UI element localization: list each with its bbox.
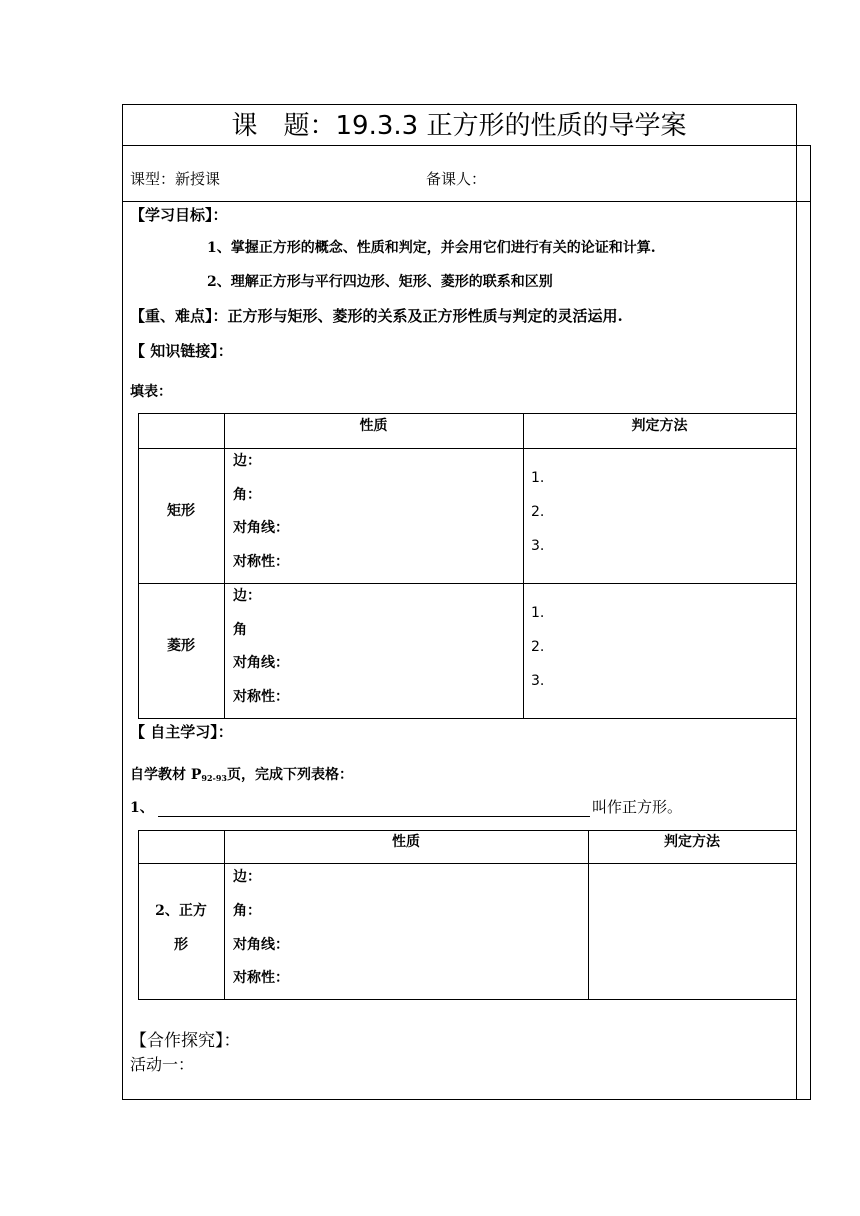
self-study-heading: 【 自主学习】：: [130, 723, 233, 741]
item1-prefix: 1、: [130, 800, 154, 816]
table1-line: [523, 413, 524, 719]
table1-row-name-rhombus: 菱形: [167, 638, 195, 654]
frame-top: [122, 104, 797, 105]
square-property-diagonal: 对角线：: [233, 937, 289, 953]
rect-criterion-1: 1.: [531, 470, 545, 486]
rhombus-criterion-1: 1.: [531, 605, 545, 621]
fill-table-label: 填表：: [130, 384, 172, 400]
objective-item-2: 2、理解正方形与平行四边形、矩形、菱形的联系和区别: [207, 274, 553, 290]
rhombus-property-side: 边：: [233, 588, 261, 604]
table1-line: [224, 413, 225, 719]
rect-property-side: 边：: [233, 453, 261, 469]
item1-suffix: 叫作正方形。: [592, 798, 683, 816]
square-property-angle: 角：: [233, 903, 261, 919]
frame-outer-right: [810, 145, 811, 1100]
table2-header-properties: 性质: [392, 834, 420, 850]
rect-criterion-3: 3.: [531, 538, 545, 554]
table2-line: [138, 999, 796, 1000]
instruction-pages: 92-93: [201, 773, 227, 783]
key-points: 【重、难点】：正方形与矩形、菱形的关系及正方形性质与判定的灵活运用.: [130, 307, 623, 325]
objective-item-1: 1、掌握正方形的概念、性质和判定，并会用它们进行有关的论证和计算.: [207, 240, 656, 256]
rect-property-symmetry: 对称性：: [233, 554, 289, 570]
table2-line: [138, 863, 796, 864]
knowledge-link-heading: 【 知识链接】：: [130, 342, 233, 360]
table1-line: [138, 583, 796, 584]
table1-line: [138, 413, 139, 719]
table2-header-criteria: 判定方法: [664, 834, 720, 850]
table1-line: [138, 448, 796, 449]
preparer-label: 备课人：: [426, 170, 487, 188]
objectives-heading: 【学习目标】：: [130, 206, 228, 224]
frame-bottom: [122, 1099, 811, 1100]
rect-property-diagonal: 对角线：: [233, 520, 289, 536]
table1-line: [138, 413, 796, 414]
square-property-symmetry: 对称性：: [233, 970, 289, 986]
instruction-prefix: 自学教材 P: [130, 767, 202, 783]
table2-line: [224, 830, 225, 1000]
table1-row-name-rectangle: 矩形: [167, 503, 195, 519]
table2-row-name-line2: 形: [174, 937, 188, 953]
header-divider: [122, 201, 811, 202]
table2-row-name-line1: 2、正方: [155, 903, 207, 919]
rhombus-criterion-2: 2.: [531, 639, 545, 655]
table1-header-properties: 性质: [359, 418, 388, 434]
instruction-suffix: 页，完成下列表格：: [227, 767, 353, 783]
table1-line: [138, 718, 796, 719]
rect-criterion-2: 2.: [531, 504, 545, 520]
table1-header-criteria: 判定方法: [631, 418, 688, 434]
rhombus-criterion-3: 3.: [531, 673, 545, 689]
rect-property-angle: 角：: [233, 487, 261, 503]
square-property-side: 边：: [233, 869, 261, 885]
page-title: 课 题：19.3.3 正方形的性质的导学案: [231, 111, 687, 141]
lesson-type: 课型：新授课: [130, 170, 221, 188]
rhombus-property-symmetry: 对称性：: [233, 689, 289, 705]
table2-line: [138, 830, 796, 831]
item1-blank-line[interactable]: [158, 816, 590, 817]
rhombus-property-diagonal: 对角线：: [233, 655, 289, 671]
self-study-instruction: [130, 765, 353, 788]
frame-right: [796, 104, 797, 1100]
rhombus-property-angle: 角: [233, 622, 247, 638]
table2-line: [588, 830, 589, 1000]
cooperation-heading: 【合作探究】：: [130, 1031, 241, 1051]
activity-1-label: 活动一：: [130, 1055, 195, 1074]
frame-left: [122, 104, 123, 1100]
